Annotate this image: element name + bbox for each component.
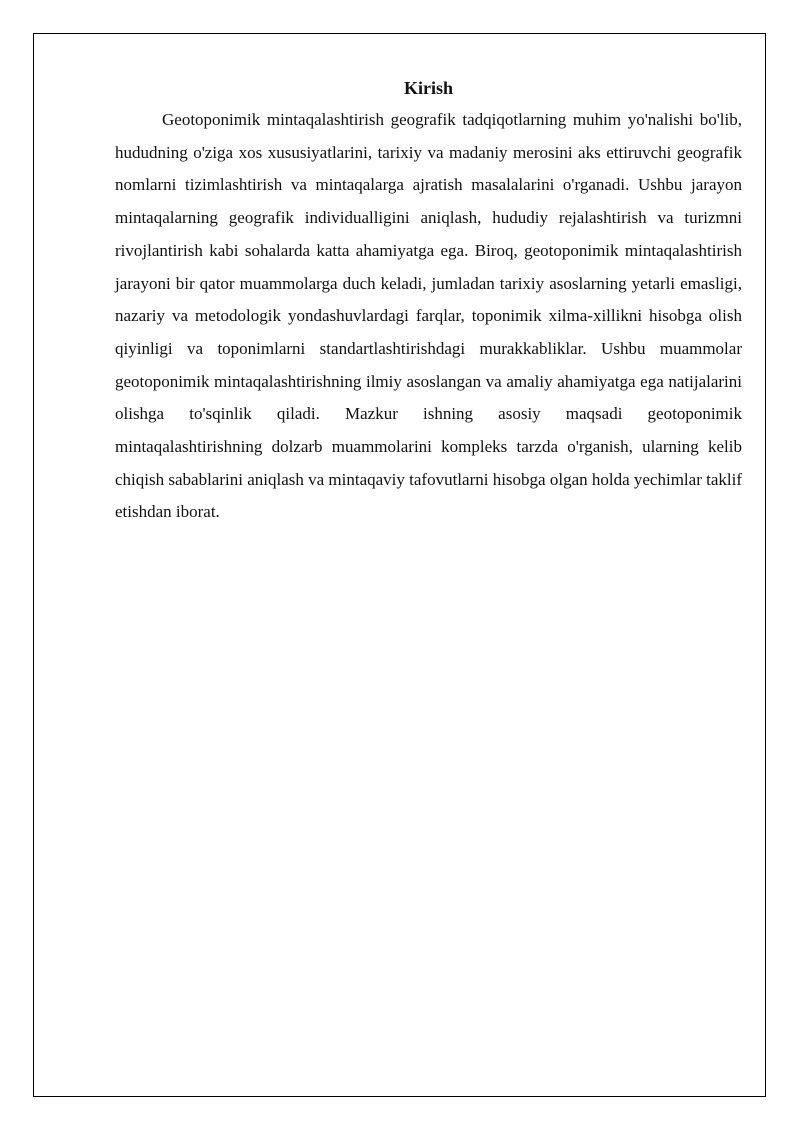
body-paragraph: Geotoponimik mintaqalashtirish geografik tadqiqotlarning muhim yo'nalishi bo'lib, hududning o'ziga xos xususiyatlarini, tarixiy va madaniy merosini aks ettiruvchi geografik nomlarni tizimlashtirish va mintaqalarga ajratish masalalarini o'rganadi. Ushbu jarayon mintaqalarning geografik individualligini aniqlash, hududiy rejalashtirish va turizmni rivojlantirish kabi sohalarda katta ahamiyatga ega. Biroq, geotoponimik mintaqalashtirish jarayoni bir qator muammolarga duch keladi, jumladan tarixiy asoslarning yetarli emasligi, nazariy va metodologik yondashuvlardagi farqlar, toponimik xilma-xillikni hisobga olish qiyinligi va toponimlarni standartlashtirishdagi murakkabliklar. Ushbu muammolar geotoponimik mintaqalashtirishning ilmiy asoslangan va amaliy ahamiyatga ega natijalarini olishga to'sqinlik qiladi. Mazkur ishning asosiy maqsadi geotoponimik mintaqalashtirishning dolzarb muammolarini kompleks tarzda o'rganish, ularning kelib chiqish sabablarini aniqlash va mintaqaviy tafovutlarni hisobga olgan holda yechimlar taklif etishdan iborat. <box>115 110 742 522</box>
section-title: Kirish <box>403 78 453 98</box>
document-body <box>115 76 742 529</box>
